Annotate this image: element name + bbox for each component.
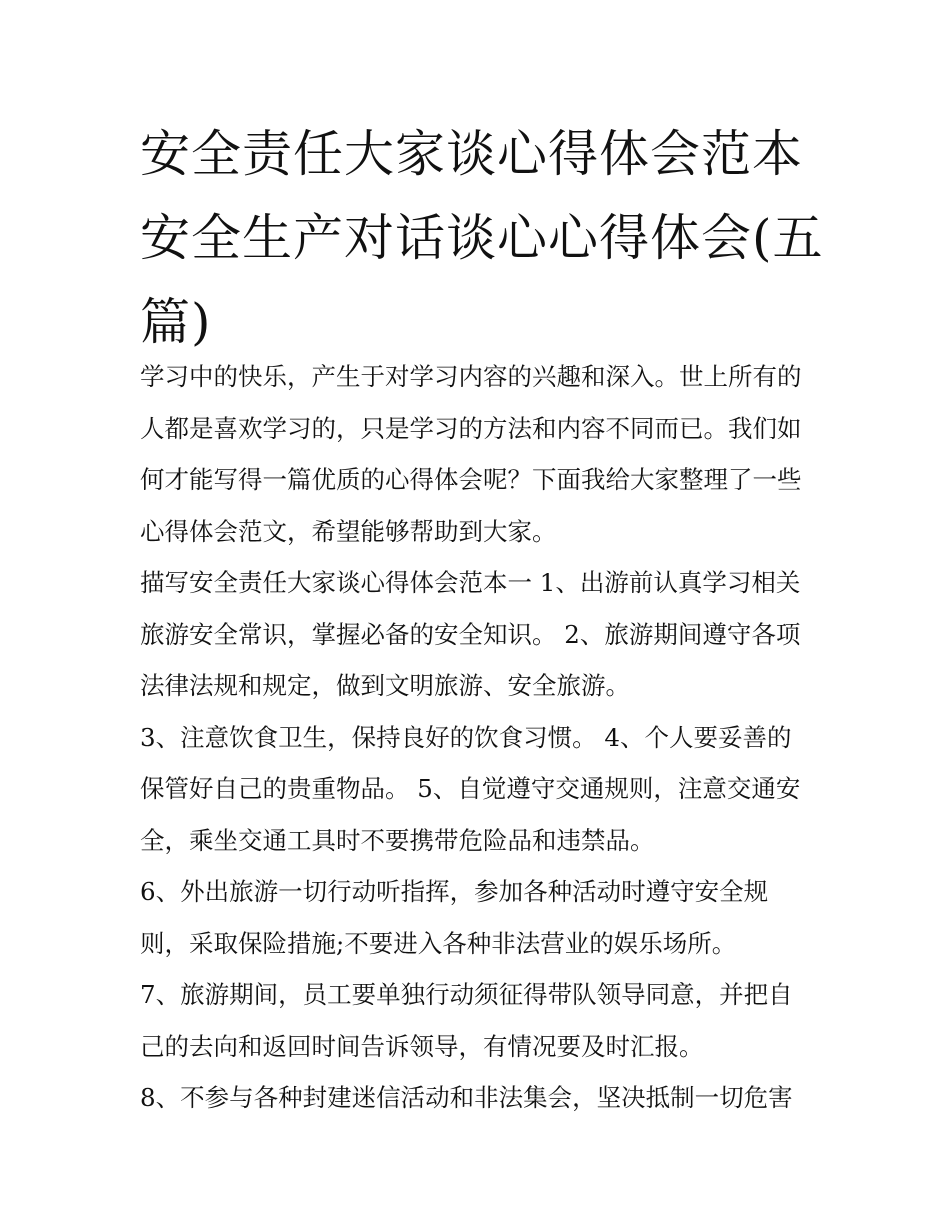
body-line: 描写安全责任大家谈心得体会范本一 1、出游前认真学习相关 <box>140 568 801 597</box>
title-line: 安全责任大家谈心得体会范本 <box>140 125 803 183</box>
body-line: 人都是喜欢学习的，只是学习的方法和内容不同而已。我们如 <box>140 413 802 443</box>
body-line: 何才能写得一篇优质的心得体会呢？下面我给大家整理了一些 <box>140 465 802 494</box>
body-line: 己的去向和返回时间告诉领导，有情况要及时汇报。 <box>140 1031 704 1061</box>
body-line: 3、注意饮食卫生，保持良好的饮食习惯。 4、个人要妥善的 <box>140 722 792 752</box>
body-line: 全，乘坐交通工具时不要携带危险品和违禁品。 <box>140 825 655 855</box>
body-line: 旅游安全常识，掌握必备的安全知识。 2、旅游期间遵守各项 <box>140 619 801 649</box>
body-line: 法律法规和规定，做到文明旅游、安全旅游。 <box>140 671 630 700</box>
body-line: 则，采取保险措施;不要进入各种非法营业的娱乐场所。 <box>140 928 737 958</box>
document-title <box>140 112 824 364</box>
document-body <box>140 351 820 1124</box>
title-line: 安全生产对话谈心心得体会(五 <box>140 209 824 267</box>
body-line: 8、不参与各种封建迷信活动和非法集会，坚决抵制一切危害 <box>140 1083 793 1112</box>
body-line: 7、旅游期间，员工要单独行动须征得带队领导同意，并把自 <box>140 980 793 1009</box>
body-line: 学习中的快乐，产生于对学习内容的兴趣和深入。世上所有的 <box>140 362 802 391</box>
body-line: 6、外出旅游一切行动听指挥，参加各种活动时遵守安全规 <box>140 877 769 906</box>
body-line: 心得体会范文，希望能够帮助到大家。 <box>140 516 557 546</box>
title-line: 篇) <box>140 293 212 351</box>
body-line: 保管好自己的贵重物品。 5、自觉遵守交通规则，注意交通安 <box>140 774 801 803</box>
